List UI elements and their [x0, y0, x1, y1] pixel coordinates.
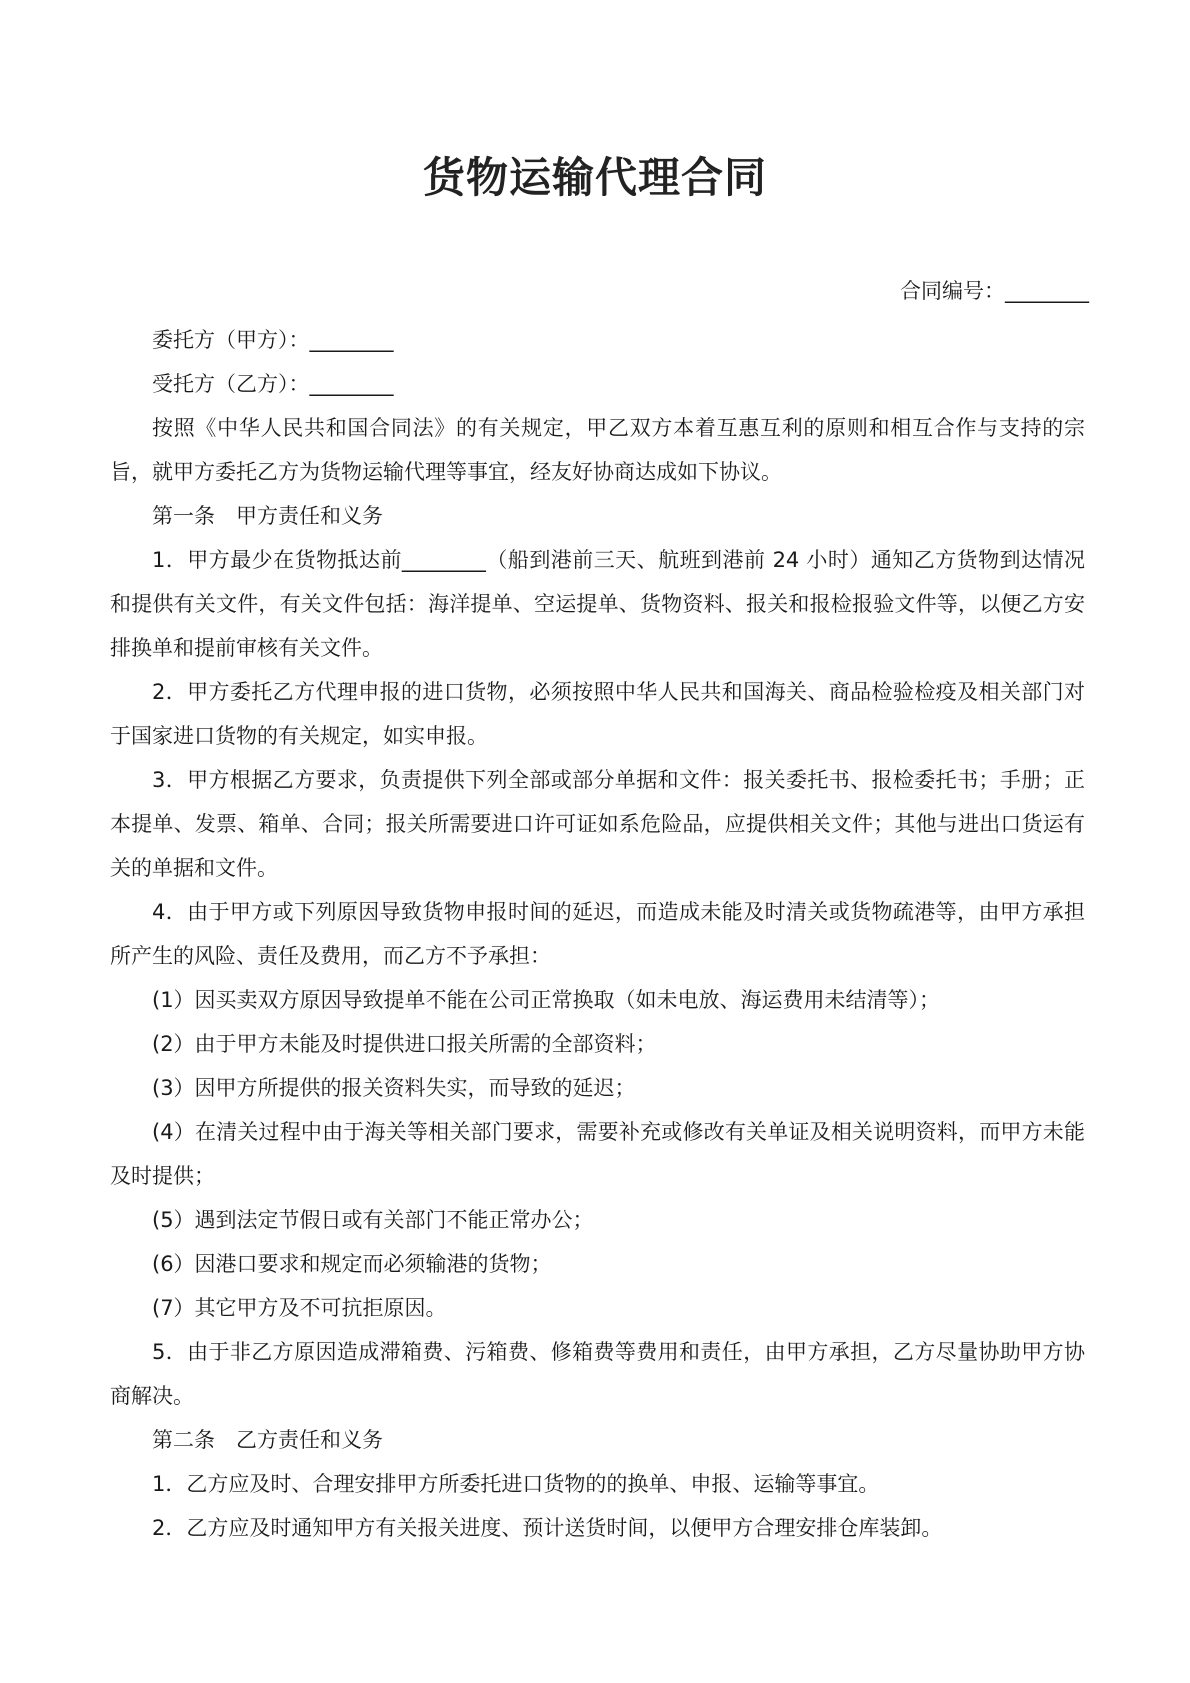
preamble-paragraph: 按照《中华人民共和国合同法》的有关规定，甲乙双方本着互惠互利的原则和相互合作与支持的宗旨，就甲方委托乙方为货物运输代理等事宜，经友好协商达成如下协议。	[110, 416, 1085, 484]
clause-paragraph: 2．甲方委托乙方代理申报的进口货物，必须按照中华人民共和国海关、商品检验检疫及相关部门对于国家进口货物的有关规定，如实申报。	[110, 680, 1085, 748]
document-title: 货物运输代理合同	[422, 153, 767, 202]
contract-number: 合同编号：________	[900, 279, 1089, 303]
clause-paragraph: 3．甲方根据乙方要求，负责提供下列全部或部分单据和文件：报关委托书、报检委托书；手册；正本提单、发票、箱单、合同；报关所需要进口许可证如系危险品，应提供相关文件；其他与进出口货运有关的单据和文件。	[110, 768, 1085, 880]
article-heading: 第一条 甲方责任和义务	[152, 504, 383, 528]
sub-clause-paragraph: (2）由于甲方未能及时提供进口报关所需的全部资料；	[152, 1032, 657, 1056]
sub-clause-paragraph: (1）因买卖双方原因导致提单不能在公司正常换取（如未电放、海运费用未结清等）；	[152, 988, 941, 1012]
article-heading: 第二条 乙方责任和义务	[152, 1428, 383, 1452]
sub-clause-paragraph: (6）因港口要求和规定而必须输港的货物；	[152, 1252, 552, 1276]
sub-clause-paragraph: (7）其它甲方及不可抗拒原因。	[152, 1296, 447, 1320]
clause-paragraph: 4．由于甲方或下列原因导致货物申报时间的延迟，而造成未能及时清关或货物疏港等，由甲方承担所产生的风险、责任及费用，而乙方不予承担：	[110, 900, 1085, 968]
clause-paragraph: 2．乙方应及时通知甲方有关报关进度、预计送货时间，以便甲方合理安排仓库装卸。	[152, 1516, 943, 1540]
clause-paragraph: 5．由于非乙方原因造成滞箱费、污箱费、修箱费等费用和责任，由甲方承担，乙方尽量协助甲方协商解决。	[110, 1340, 1085, 1408]
sub-clause-paragraph: (5）遇到法定节假日或有关部门不能正常办公；	[152, 1208, 594, 1232]
clause-paragraph: 1．乙方应及时、合理安排甲方所委托进口货物的的换单、申报、运输等事宜。	[152, 1472, 880, 1496]
clause-paragraph: 1．甲方最少在货物抵达前________（船到港前三天、航班到港前 24 小时）通知乙方货物到达情况和提供有关文件，有关文件包括：海洋提单、空运提单、货物资料、报关和报检报验文件等，以便乙方安排换单和提前审核有关文件。	[110, 548, 1085, 660]
sub-clause-paragraph: (3）因甲方所提供的报关资料失实，而导致的延迟；	[152, 1076, 636, 1100]
client-party-line: 委托方（甲方）：________	[152, 328, 394, 352]
document-body	[110, 318, 1085, 1550]
agent-party-line: 受托方（乙方）：________	[152, 372, 394, 396]
sub-clause-paragraph: (4）在清关过程中由于海关等相关部门要求，需要补充或修改有关单证及相关说明资料，而甲方未能及时提供；	[110, 1120, 1085, 1188]
